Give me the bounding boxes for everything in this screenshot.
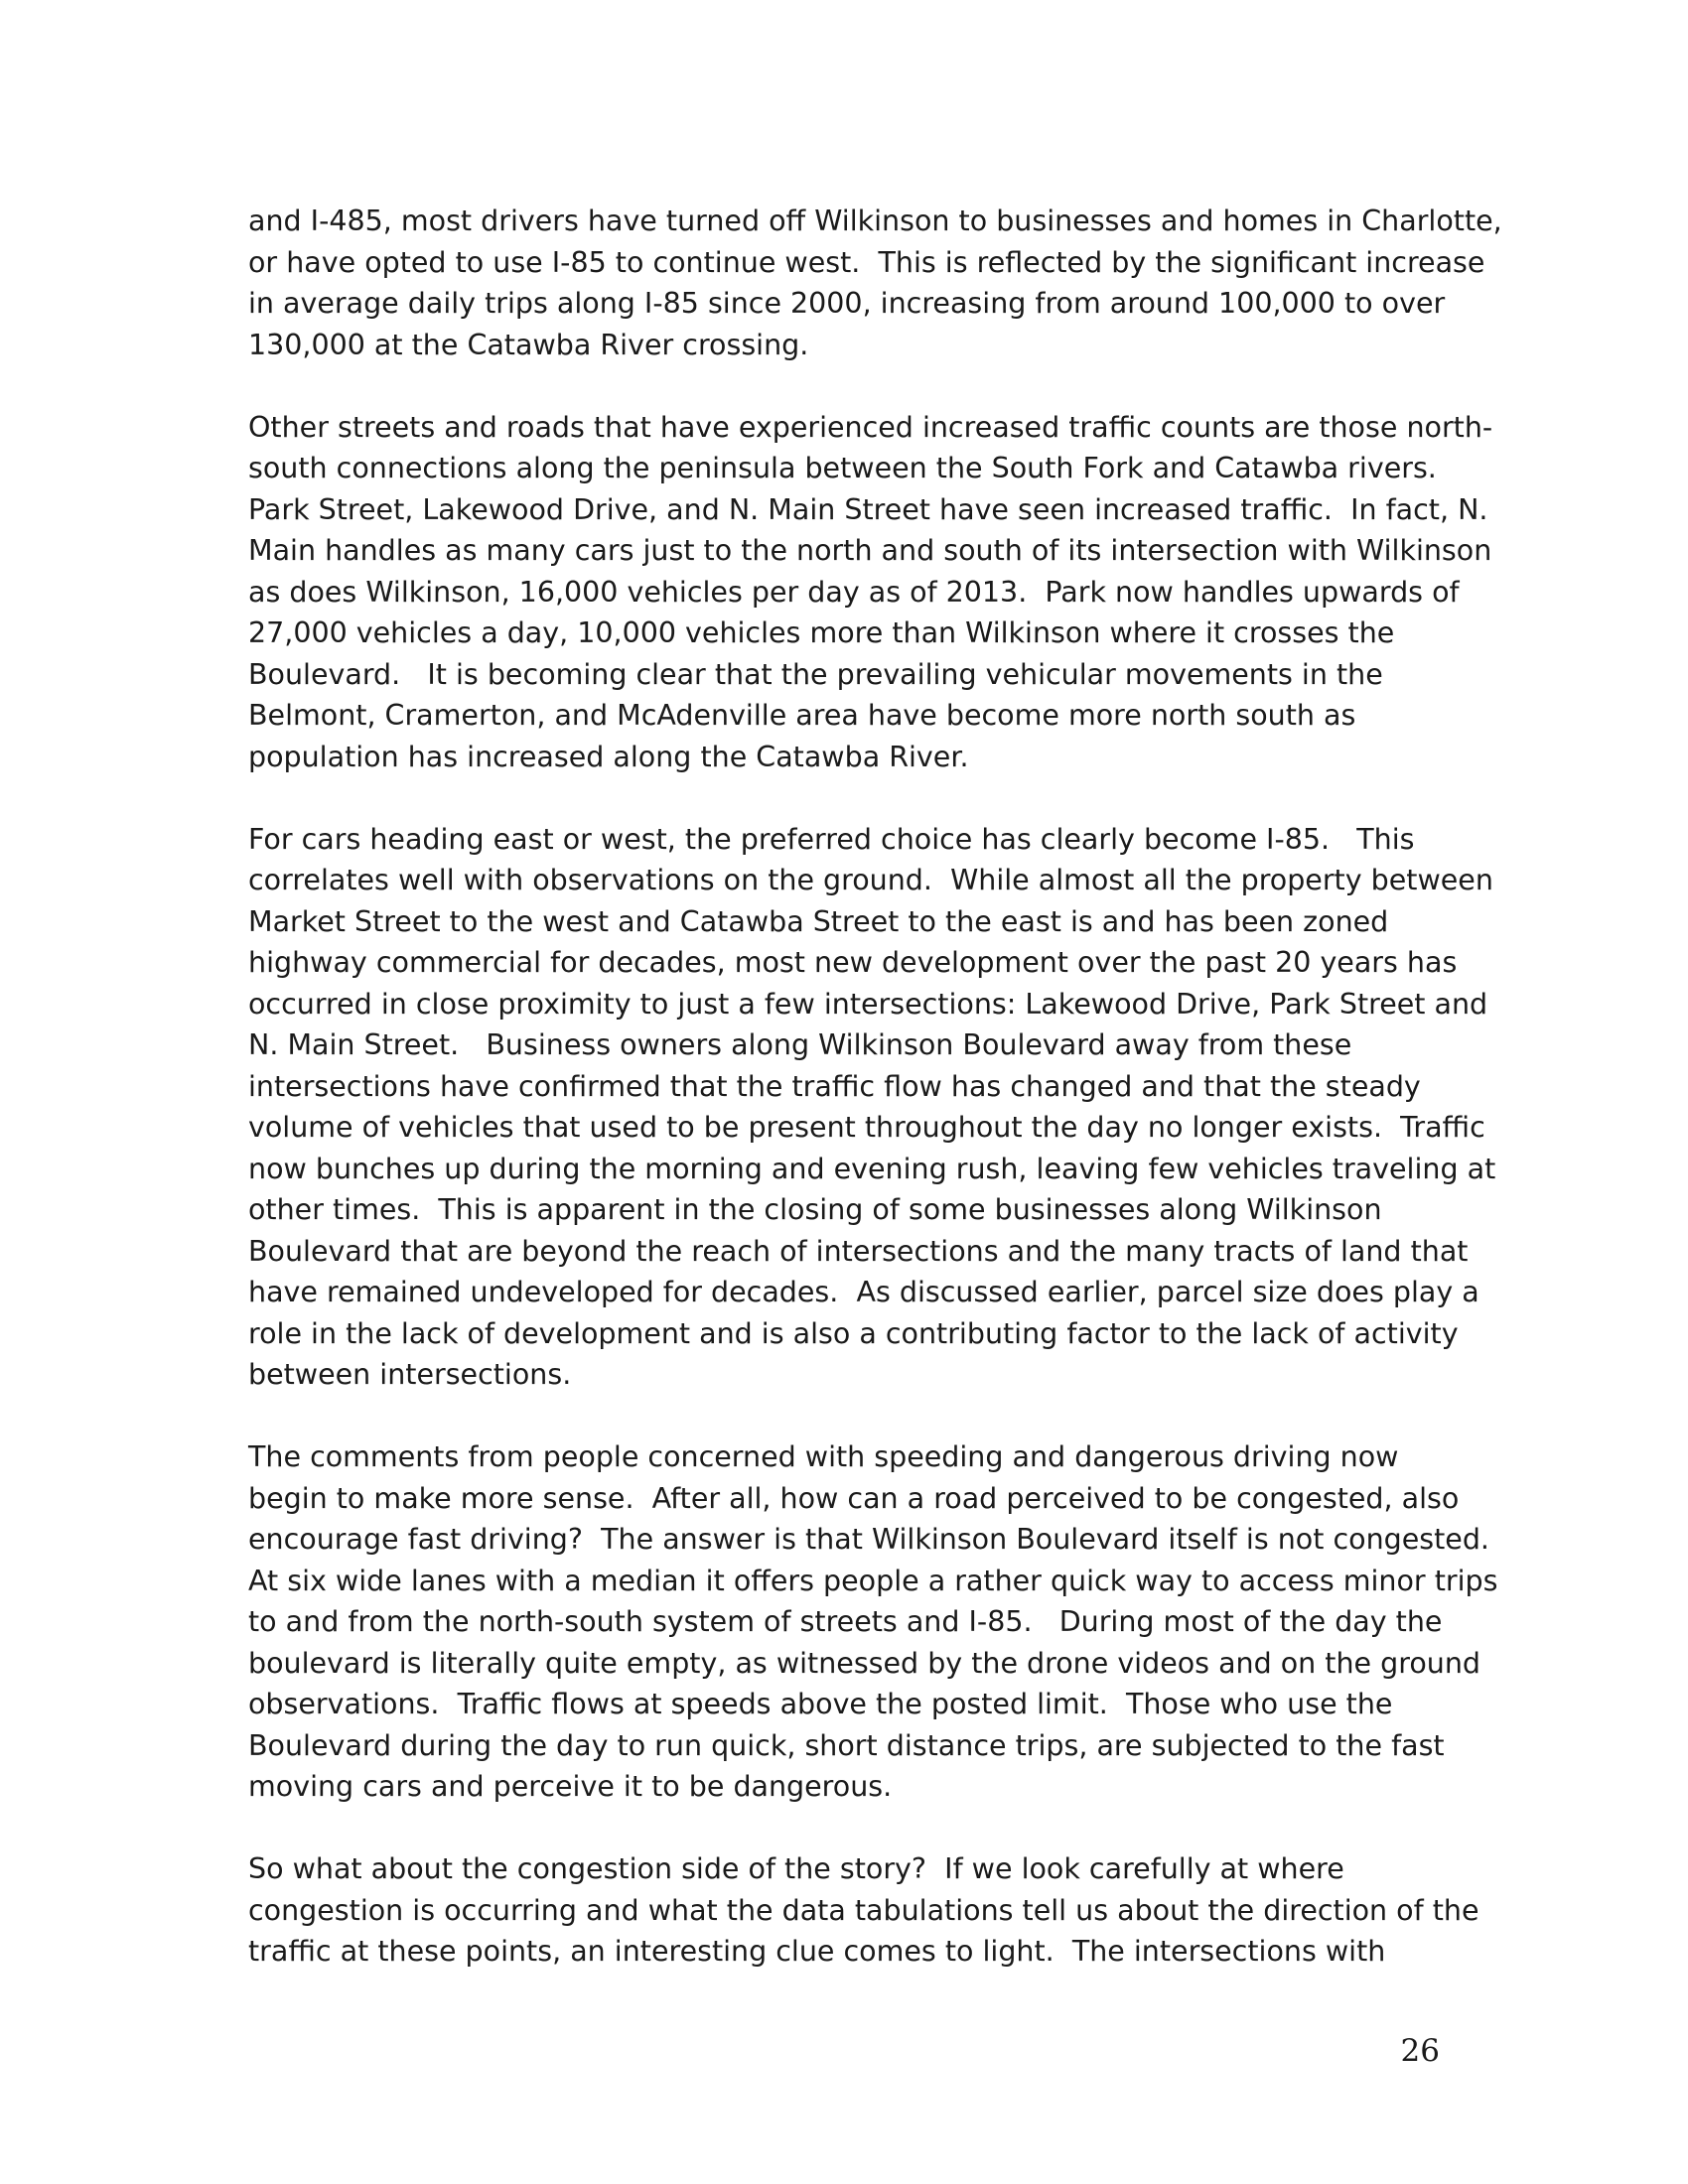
- page-number: 26: [1400, 2033, 1440, 2069]
- text-line: correlates well with observations on the ground. While almost all the property between: [248, 864, 1493, 896]
- text-line: Market Street to the west and Catawba Street to the east is and has been zoned: [248, 904, 1389, 938]
- text-line: between intersections.: [248, 1358, 572, 1391]
- text-line: to and from the north-south system of streets and I-85. During most of the day the: [248, 1605, 1443, 1638]
- paragraph: [248, 201, 1502, 365]
- text-line: in average daily trips along I-85 since 2000, increasing from around 100,000 to over: [248, 287, 1446, 320]
- text-line: Other streets and roads that have experienced increased traffic counts are those north-: [248, 410, 1493, 444]
- text-line: highway commercial for decades, most new development over the past 20 years has: [248, 946, 1458, 979]
- text-line: Park Street, Lakewood Drive, and N. Main Street have seen increased traffic. In fact, N.: [248, 492, 1488, 526]
- text-line: volume of vehicles that used to be present throughout the day no longer exists. Traffic: [248, 1111, 1485, 1144]
- text-line: Boulevard during the day to run quick, short distance trips, are subjected to the fast: [248, 1728, 1445, 1762]
- text-line: population has increased along the Catawba River.: [248, 740, 969, 773]
- paragraph: [248, 407, 1493, 778]
- text-line: 27,000 vehicles a day, 10,000 vehicles more than Wilkinson where it crosses the: [248, 616, 1395, 649]
- text-line: other times. This is apparent in the closing of some businesses along Wilkinson: [248, 1193, 1382, 1226]
- body-text: [248, 201, 1502, 2013]
- text-line: 130,000 at the Catawba River crossing.: [248, 328, 809, 361]
- text-line: At six wide lanes with a median it offers people a rather quick way to access minor trips: [248, 1564, 1498, 1597]
- paragraph: [248, 819, 1496, 1396]
- text-line: For cars heading east or west, the preferred choice has clearly become I-85. This: [248, 822, 1415, 856]
- text-line: begin to make more sense. After all, how can a road perceived to be congested, also: [248, 1481, 1460, 1515]
- paragraph: [248, 1436, 1498, 1808]
- text-line: The comments from people concerned with speeding and dangerous driving now: [248, 1440, 1399, 1473]
- text-line: south connections along the peninsula between the South Fork and Catawba rivers.: [248, 452, 1437, 484]
- text-line: Boulevard. It is becoming clear that the prevailing vehicular movements in the: [248, 657, 1383, 691]
- text-line: boulevard is literally quite empty, as witnessed by the drone videos and on the ground: [248, 1646, 1480, 1680]
- text-line: observations. Traffic flows at speeds above the posted limit. Those who use the: [248, 1688, 1393, 1720]
- text-line: moving cars and perceive it to be dangerous.: [248, 1770, 893, 1803]
- text-line: have remained undeveloped for decades. As discussed earlier, parcel size does play a: [248, 1276, 1479, 1308]
- paragraph: [248, 1848, 1479, 1973]
- text-line: traffic at these points, an interesting clue comes to light. The intersections with: [248, 1935, 1386, 1968]
- text-line: Boulevard that are beyond the reach of intersections and the many tracts of land that: [248, 1234, 1469, 1268]
- text-line: or have opted to use I-85 to continue west. This is reflected by the significant increase: [248, 245, 1485, 279]
- text-line: intersections have confirmed that the traffic flow has changed and that the steady: [248, 1069, 1421, 1103]
- text-line: role in the lack of development and is also a contributing factor to the lack of activity: [248, 1316, 1459, 1350]
- text-line: Belmont, Cramerton, and McAdenville area have become more north south as: [248, 699, 1356, 732]
- text-line: So what about the congestion side of the story? If we look carefully at where: [248, 1852, 1344, 1885]
- text-line: encourage fast driving? The answer is that Wilkinson Boulevard itself is not congested.: [248, 1523, 1489, 1556]
- text-line: as does Wilkinson, 16,000 vehicles per day as of 2013. Park now handles upwards of: [248, 575, 1460, 609]
- text-line: now bunches up during the morning and evening rush, leaving few vehicles traveling at: [248, 1152, 1496, 1185]
- text-line: occurred in close proximity to just a few intersections: Lakewood Drive, Park Street and: [248, 987, 1488, 1021]
- text-line: congestion is occurring and what the data tabulations tell us about the direction of the: [248, 1893, 1479, 1927]
- text-line: Main handles as many cars just to the north and south of its intersection with Wilkinson: [248, 534, 1492, 567]
- text-line: and I-485, most drivers have turned off Wilkinson to businesses and homes in Charlotte,: [248, 205, 1502, 237]
- text-line: N. Main Street. Business owners along Wilkinson Boulevard away from these: [248, 1028, 1352, 1061]
